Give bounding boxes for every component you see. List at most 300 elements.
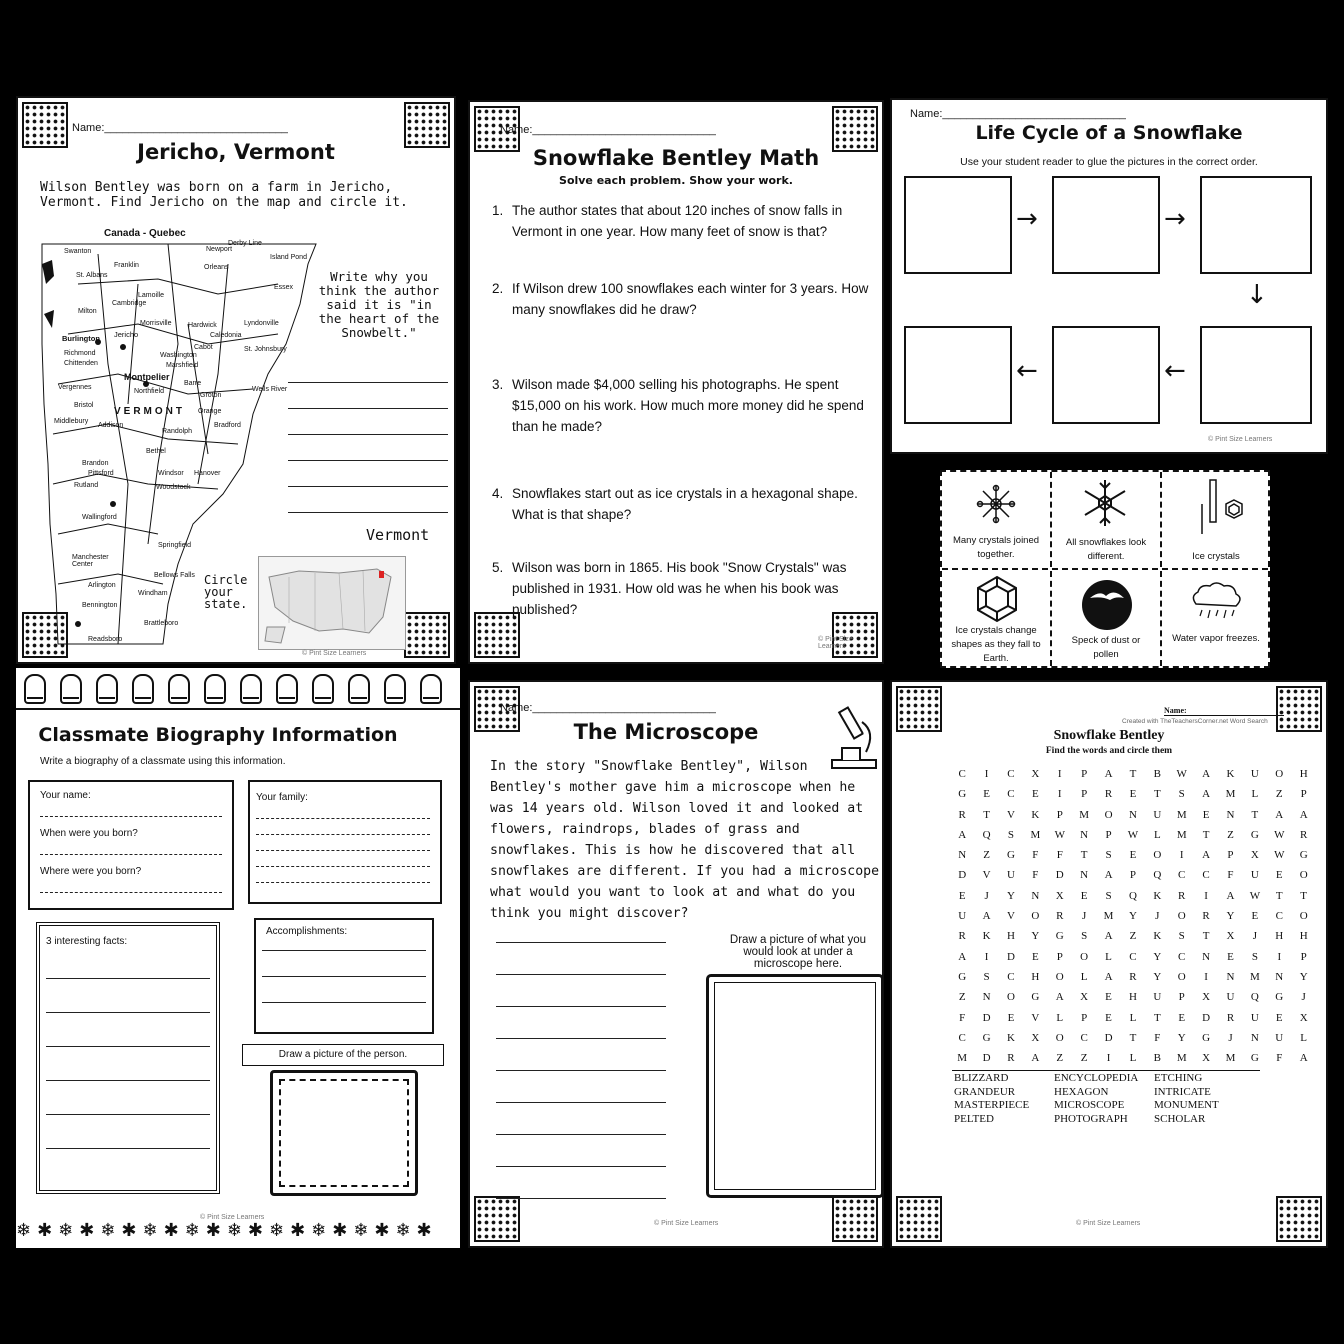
grid-letter[interactable]: P: [1081, 788, 1088, 801]
grid-letter[interactable]: L: [1300, 1031, 1308, 1044]
grid-letter[interactable]: I: [1106, 1052, 1111, 1065]
grid-letter[interactable]: O: [1299, 910, 1308, 923]
grid-letter[interactable]: I: [1179, 849, 1184, 862]
grid-letter[interactable]: G: [1250, 1052, 1259, 1065]
grid-letter[interactable]: L: [1129, 1052, 1137, 1065]
grid-letter[interactable]: S: [1105, 849, 1112, 862]
grid-letter[interactable]: M: [1103, 910, 1114, 923]
grid-letter[interactable]: P: [1056, 808, 1063, 821]
grid-letter[interactable]: E: [1178, 1011, 1186, 1024]
grid-letter[interactable]: A: [1275, 808, 1284, 821]
answer-line[interactable]: [46, 1148, 210, 1149]
grid-letter[interactable]: P: [1178, 991, 1185, 1004]
grid-letter[interactable]: R: [1226, 1011, 1235, 1024]
grid-letter[interactable]: C: [1007, 768, 1015, 780]
cutout-card[interactable]: [1052, 570, 1160, 668]
grid-letter[interactable]: G: [1031, 991, 1040, 1004]
grid-letter[interactable]: L: [1105, 950, 1112, 963]
grid-letter[interactable]: W: [1274, 828, 1285, 841]
facts-box[interactable]: [36, 922, 220, 1194]
grid-letter[interactable]: U: [1275, 1031, 1284, 1044]
question-text: If Wilson drew 100 snowflakes each winter for 3 years. How many snowflakes did he draw?: [512, 281, 869, 317]
name-field[interactable]: Name:______________________________: [72, 122, 288, 134]
grid-letter[interactable]: J: [1228, 1031, 1233, 1044]
cycle-box-3[interactable]: [1200, 176, 1312, 274]
grid-letter[interactable]: W: [1054, 828, 1065, 841]
grid-letter[interactable]: T: [1202, 828, 1210, 841]
grid-letter[interactable]: C: [958, 1031, 966, 1044]
grid-letter[interactable]: U: [1226, 991, 1235, 1004]
answer-line[interactable]: [40, 816, 222, 817]
grid-letter[interactable]: M: [1176, 828, 1187, 841]
grid-letter[interactable]: E: [1129, 849, 1137, 862]
grid-letter[interactable]: I: [984, 950, 989, 963]
grid-letter[interactable]: R: [1178, 889, 1186, 902]
grid-letter[interactable]: Y: [1153, 970, 1162, 983]
grid-letter[interactable]: B: [1153, 768, 1161, 780]
grid-letter[interactable]: H: [1007, 930, 1015, 943]
grid-letter[interactable]: E: [1275, 869, 1283, 882]
grid-letter[interactable]: P: [1081, 768, 1088, 780]
answer-line[interactable]: [262, 950, 426, 951]
grid-letter[interactable]: M: [1249, 970, 1260, 983]
page-subtitle: Solve each problem. Show your work.: [559, 174, 793, 187]
grid-letter[interactable]: A: [1055, 991, 1064, 1004]
grid-letter[interactable]: X: [1055, 889, 1064, 902]
grid-letter[interactable]: D: [982, 1011, 991, 1024]
grid-letter[interactable]: E: [1080, 889, 1088, 902]
answer-line[interactable]: [288, 382, 448, 383]
grid-letter[interactable]: Z: [1080, 1052, 1088, 1065]
grid-letter[interactable]: N: [982, 991, 991, 1004]
grid-letter[interactable]: H: [1299, 930, 1308, 943]
snowflake-icon: [1080, 478, 1130, 528]
grid-letter[interactable]: G: [958, 788, 967, 801]
grid-letter[interactable]: U: [1250, 768, 1259, 780]
grid-letter[interactable]: F: [1154, 1031, 1161, 1044]
grid-letter[interactable]: G: [1275, 991, 1284, 1004]
answer-line[interactable]: [46, 1046, 210, 1047]
grid-letter[interactable]: R: [958, 930, 966, 943]
grid-letter[interactable]: N: [1080, 869, 1089, 882]
answer-line[interactable]: [46, 1114, 210, 1115]
grid-row: [950, 809, 1316, 829]
grid-letter[interactable]: E: [983, 788, 990, 801]
grid-letter[interactable]: L: [1056, 1011, 1064, 1024]
answer-line[interactable]: [496, 1038, 666, 1039]
grid-letter[interactable]: E: [1275, 1011, 1283, 1024]
grid-letter[interactable]: N: [1250, 1031, 1259, 1044]
grid-letter[interactable]: E: [1105, 1011, 1112, 1024]
grid-letter[interactable]: E: [1105, 991, 1112, 1004]
cycle-box-4[interactable]: [1200, 326, 1312, 424]
grid-letter[interactable]: G: [1007, 849, 1015, 862]
grid-letter[interactable]: B: [1153, 1052, 1161, 1065]
grid-letter[interactable]: O: [1177, 910, 1186, 923]
grid-letter[interactable]: A: [1104, 869, 1113, 882]
grid-letter[interactable]: T: [1202, 930, 1210, 943]
grid-letter[interactable]: K: [1226, 768, 1235, 780]
grid-letter[interactable]: Z: [983, 849, 990, 862]
grid-letter[interactable]: M: [1225, 1052, 1236, 1065]
answer-line[interactable]: [496, 974, 666, 975]
grid-letter[interactable]: P: [1300, 950, 1307, 963]
grid-letter[interactable]: L: [1080, 970, 1088, 983]
grid-letter[interactable]: W: [1127, 828, 1139, 841]
grid-letter[interactable]: D: [958, 869, 967, 882]
grid-letter[interactable]: Q: [982, 828, 991, 841]
grid-letter[interactable]: G: [1299, 849, 1308, 862]
answer-line[interactable]: [256, 850, 430, 851]
answer-line[interactable]: [288, 486, 448, 487]
grid-letter[interactable]: F: [1056, 849, 1063, 862]
cutout-card[interactable]: [942, 472, 1050, 568]
grid-letter[interactable]: T: [1251, 808, 1259, 821]
grid-letter[interactable]: X: [1031, 1031, 1040, 1044]
grid-letter[interactable]: J: [1155, 910, 1160, 923]
answer-line[interactable]: [288, 512, 448, 513]
grid-letter[interactable]: I: [1057, 788, 1062, 801]
grid-letter[interactable]: V: [982, 869, 991, 882]
grid-letter[interactable]: O: [1080, 950, 1089, 963]
grid-letter[interactable]: A: [1104, 930, 1113, 943]
cycle-box-6[interactable]: [904, 326, 1012, 424]
grid-letter[interactable]: K: [1153, 889, 1162, 902]
grid-letter[interactable]: E: [1202, 808, 1210, 821]
grid-letter[interactable]: Z: [1227, 828, 1234, 841]
grid-letter[interactable]: J: [1252, 930, 1258, 943]
grid-letter[interactable]: W: [1249, 889, 1261, 902]
grid-letter[interactable]: E: [1032, 788, 1039, 801]
answer-line[interactable]: [496, 1166, 666, 1167]
grid-letter[interactable]: C: [1275, 910, 1283, 923]
grid-letter[interactable]: K: [1031, 808, 1040, 821]
grid-letter[interactable]: S: [1105, 889, 1112, 902]
cutout-card[interactable]: [1052, 472, 1160, 568]
grid-letter[interactable]: J: [1301, 991, 1306, 1004]
grid-letter[interactable]: L: [1153, 828, 1161, 841]
grid-letter[interactable]: X: [1202, 991, 1211, 1004]
grid-letter[interactable]: O: [1007, 991, 1015, 1004]
cutout-card[interactable]: [942, 570, 1050, 668]
grid-letter[interactable]: C: [1007, 788, 1015, 801]
grid-letter[interactable]: H: [1128, 991, 1137, 1004]
grid-letter[interactable]: O: [1299, 869, 1308, 882]
answer-line[interactable]: [288, 460, 448, 461]
grid-letter[interactable]: X: [1031, 768, 1040, 780]
town-jericho[interactable]: Jericho: [114, 330, 139, 339]
grid-letter[interactable]: X: [1226, 930, 1235, 943]
name-info-box[interactable]: [28, 780, 234, 910]
grid-letter[interactable]: S: [1251, 950, 1258, 963]
grid-letter[interactable]: Y: [1226, 910, 1235, 923]
grid-letter[interactable]: N: [1031, 889, 1040, 902]
grid-letter[interactable]: R: [1202, 910, 1210, 923]
grid-letter[interactable]: N: [1226, 808, 1235, 821]
grid-letter[interactable]: M: [1079, 808, 1090, 821]
grid-letter[interactable]: F: [1032, 849, 1039, 862]
grid-letter[interactable]: P: [1105, 828, 1112, 841]
grid-letter[interactable]: O: [1055, 1031, 1064, 1044]
grid-letter[interactable]: L: [1251, 788, 1259, 801]
answer-line[interactable]: [496, 1198, 666, 1199]
town-bristol: Bristol: [74, 402, 94, 409]
grid-letter[interactable]: N: [1202, 950, 1211, 963]
grid-letter[interactable]: M: [1176, 1052, 1187, 1065]
answer-line[interactable]: [46, 1012, 210, 1013]
grid-letter[interactable]: P: [1300, 788, 1307, 801]
grid-letter[interactable]: Y: [1299, 970, 1308, 983]
grid-letter[interactable]: G: [982, 1031, 991, 1044]
grid-letter[interactable]: V: [1007, 910, 1015, 923]
dust-speck-icon: [1080, 578, 1134, 632]
grid-letter[interactable]: F: [1227, 869, 1234, 882]
grid-letter[interactable]: O: [1177, 970, 1186, 983]
town-st-johnsbury: St. Johnsbury: [244, 346, 287, 353]
answer-line[interactable]: [288, 434, 448, 435]
grid-letter[interactable]: R: [1007, 1052, 1015, 1065]
cutout-card[interactable]: [1162, 472, 1270, 568]
grid-letter[interactable]: A: [1031, 1052, 1040, 1065]
grid-letter[interactable]: Z: [1129, 930, 1137, 943]
grid-letter[interactable]: R: [1104, 788, 1113, 801]
answer-line[interactable]: [288, 408, 448, 409]
microscope-drawing-box[interactable]: [706, 974, 884, 1198]
grid-letter[interactable]: P: [1081, 1011, 1088, 1024]
grid-letter[interactable]: A: [1104, 970, 1113, 983]
mitten-icon: [60, 674, 82, 704]
grid-letter[interactable]: Y: [1007, 889, 1015, 902]
grid-letter[interactable]: E: [1251, 910, 1259, 923]
grid-letter[interactable]: D: [1007, 950, 1015, 963]
grid-letter[interactable]: D: [1202, 1011, 1211, 1024]
grid-letter[interactable]: N: [1128, 808, 1137, 821]
grid-letter[interactable]: U: [1007, 869, 1015, 882]
answer-line[interactable]: [496, 1102, 666, 1103]
grid-letter[interactable]: G: [958, 970, 967, 983]
answer-line[interactable]: [496, 1070, 666, 1071]
grid-letter[interactable]: Y: [1177, 1031, 1186, 1044]
name-field[interactable]: Name:______________________________: [910, 108, 1126, 120]
answer-line[interactable]: [496, 1006, 666, 1007]
grid-letter[interactable]: U: [1153, 808, 1162, 821]
grid-letter[interactable]: H: [1299, 768, 1308, 780]
corner-dots-bottom-right: [1276, 1196, 1322, 1242]
grid-letter[interactable]: O: [1104, 808, 1113, 821]
answer-line[interactable]: [256, 834, 430, 835]
grid-letter[interactable]: C: [1178, 950, 1186, 963]
grid-letter[interactable]: X: [1299, 1011, 1308, 1024]
grid-letter[interactable]: U: [958, 910, 967, 923]
grid-letter[interactable]: E: [1227, 950, 1234, 963]
family-box[interactable]: [248, 780, 442, 904]
grid-letter[interactable]: I: [1057, 768, 1062, 780]
grid-letter[interactable]: T: [1129, 1031, 1137, 1044]
answer-line[interactable]: [496, 1134, 666, 1135]
grid-letter[interactable]: T: [1080, 849, 1088, 862]
answer-line[interactable]: [256, 882, 430, 883]
grid-letter[interactable]: M: [1030, 828, 1041, 841]
grid-letter[interactable]: K: [1007, 1031, 1015, 1044]
grid-letter[interactable]: N: [1275, 970, 1284, 983]
grid-letter[interactable]: F: [1276, 1052, 1283, 1065]
answer-line[interactable]: [262, 976, 426, 977]
name-field[interactable]: Name:______________________________: [500, 124, 716, 136]
grid-letter[interactable]: G: [1202, 1031, 1211, 1044]
answer-line[interactable]: [256, 818, 430, 819]
grid-letter[interactable]: K: [1153, 930, 1162, 943]
grid-letter[interactable]: W: [1274, 849, 1285, 862]
grid-letter[interactable]: S: [1178, 930, 1185, 943]
accomplishments-box[interactable]: [254, 918, 434, 1034]
grid-letter[interactable]: D: [1104, 1031, 1113, 1044]
word-search-grid[interactable]: [950, 768, 1316, 1072]
grid-letter[interactable]: F: [959, 1011, 966, 1024]
grid-letter[interactable]: P: [1227, 849, 1234, 862]
rain-cloud-icon: [1186, 580, 1246, 624]
grid-letter[interactable]: Q: [1153, 869, 1162, 882]
grid-letter[interactable]: A: [1299, 808, 1308, 821]
grid-letter[interactable]: M: [1176, 808, 1187, 821]
grid-letter[interactable]: U: [1153, 991, 1162, 1004]
page-title: Life Cycle of a Snowflake: [975, 122, 1243, 144]
intro-text: Wilson Bentley was born on a farm in Jericho, Vermont. Find Jericho on the map and circle it.: [40, 180, 408, 210]
grid-letter[interactable]: R: [958, 808, 966, 821]
answer-line[interactable]: [40, 854, 222, 855]
word-search-worksheet: [890, 680, 1328, 1248]
grid-letter[interactable]: Z: [958, 991, 966, 1004]
grid-letter[interactable]: Q: [1128, 889, 1137, 902]
grid-letter[interactable]: S: [1007, 828, 1015, 841]
grid-letter[interactable]: E: [1129, 788, 1137, 801]
grid-letter[interactable]: G: [1250, 828, 1259, 841]
grid-letter[interactable]: O: [1055, 970, 1064, 983]
grid-letter[interactable]: V: [1031, 1011, 1040, 1024]
grid-letter[interactable]: Q: [1250, 991, 1259, 1004]
grid-letter[interactable]: Y: [1128, 910, 1137, 923]
answer-line[interactable]: [40, 892, 222, 893]
grid-letter[interactable]: T: [1153, 1011, 1161, 1024]
grid-letter[interactable]: T: [1129, 768, 1137, 780]
grid-letter[interactable]: A: [1299, 1052, 1308, 1065]
cutout-card[interactable]: [1162, 570, 1270, 668]
grid-letter[interactable]: T: [1275, 889, 1283, 902]
grid-letter[interactable]: T: [1300, 889, 1308, 902]
grid-letter[interactable]: C: [1202, 869, 1210, 882]
grid-letter[interactable]: W: [1176, 768, 1187, 780]
grid-letter[interactable]: A: [982, 910, 991, 923]
grid-letter[interactable]: R: [1056, 910, 1064, 923]
grid-letter[interactable]: O: [1031, 910, 1040, 923]
grid-letter[interactable]: S: [1081, 930, 1088, 943]
grid-letter[interactable]: Y: [1153, 950, 1162, 963]
grid-letter[interactable]: F: [1032, 869, 1039, 882]
grid-letter[interactable]: T: [1153, 788, 1161, 801]
cycle-box-2[interactable]: [1052, 176, 1160, 274]
answer-line[interactable]: [496, 942, 666, 943]
grid-letter[interactable]: O: [1153, 849, 1162, 862]
grid-letter[interactable]: M: [957, 1052, 968, 1065]
grid-letter[interactable]: G: [1055, 930, 1064, 943]
grid-letter[interactable]: I: [1277, 950, 1282, 963]
grid-letter[interactable]: N: [1226, 970, 1235, 983]
grid-letter[interactable]: H: [1031, 970, 1040, 983]
grid-letter[interactable]: J: [1082, 910, 1087, 923]
grid-letter[interactable]: A: [1104, 768, 1113, 780]
answer-line[interactable]: [46, 1080, 210, 1081]
grid-letter[interactable]: S: [983, 970, 990, 983]
grid-letter[interactable]: I: [1204, 889, 1208, 902]
grid-letter[interactable]: C: [1080, 1031, 1088, 1044]
town-lyndonville: Lyndonville: [244, 320, 279, 327]
grid-letter[interactable]: P: [1129, 869, 1136, 882]
grid-letter[interactable]: Y: [1031, 930, 1040, 943]
grid-letter[interactable]: D: [982, 1052, 991, 1065]
word-item: BLIZZARD: [954, 1072, 1009, 1084]
grid-letter[interactable]: A: [958, 828, 967, 841]
grid-letter[interactable]: A: [958, 950, 967, 963]
cycle-box-5[interactable]: [1052, 326, 1160, 424]
grid-letter[interactable]: D: [1055, 869, 1064, 882]
name-field[interactable]: Name:______________________________: [500, 702, 716, 714]
grid-letter[interactable]: A: [1202, 768, 1211, 780]
grid-letter[interactable]: X: [1080, 991, 1089, 1004]
grid-letter[interactable]: U: [1250, 1011, 1259, 1024]
grid-letter[interactable]: E: [958, 889, 966, 902]
grid-letter[interactable]: A: [1226, 889, 1235, 902]
grid-letter[interactable]: C: [1178, 869, 1186, 882]
grid-letter[interactable]: R: [1129, 970, 1137, 983]
grid-letter[interactable]: H: [1275, 930, 1284, 943]
grid-letter[interactable]: I: [1204, 970, 1208, 983]
grid-letter[interactable]: X: [1202, 1052, 1211, 1065]
us-map[interactable]: [258, 556, 406, 650]
grid-letter[interactable]: X: [1250, 849, 1259, 862]
town-bennington: Bennington: [82, 602, 118, 609]
grid-letter[interactable]: N: [1080, 828, 1089, 841]
grid-letter[interactable]: C: [1129, 950, 1137, 963]
grid-letter[interactable]: N: [958, 849, 967, 862]
name-field[interactable]: Name:: [1164, 706, 1284, 716]
grid-letter[interactable]: P: [1056, 950, 1063, 963]
grid-letter[interactable]: J: [984, 889, 989, 902]
cycle-box-1[interactable]: [904, 176, 1012, 274]
grid-letter[interactable]: U: [1250, 869, 1259, 882]
answer-line[interactable]: [262, 1002, 426, 1003]
grid-letter[interactable]: M: [1225, 788, 1236, 801]
grid-letter[interactable]: A: [1202, 849, 1211, 862]
grid-letter[interactable]: T: [983, 808, 990, 821]
draw-person-box[interactable]: [270, 1070, 418, 1196]
answer-line[interactable]: [46, 978, 210, 979]
grid-letter[interactable]: E: [1032, 950, 1039, 963]
grid-letter[interactable]: C: [958, 768, 966, 780]
grid-letter[interactable]: Z: [1056, 1052, 1064, 1065]
answer-line[interactable]: [256, 866, 430, 867]
grid-letter[interactable]: A: [1202, 788, 1211, 801]
grid-letter[interactable]: S: [1178, 788, 1185, 801]
grid-letter[interactable]: Z: [1275, 788, 1283, 801]
grid-letter[interactable]: K: [982, 930, 991, 943]
grid-letter[interactable]: L: [1129, 1011, 1137, 1024]
grid-letter[interactable]: R: [1299, 828, 1308, 841]
grid-letter[interactable]: I: [984, 768, 989, 780]
grid-letter[interactable]: O: [1275, 768, 1284, 780]
word-item: HEXAGON: [1054, 1085, 1109, 1098]
grid-letter[interactable]: V: [1007, 808, 1015, 821]
grid-letter[interactable]: E: [1007, 1011, 1015, 1024]
grid-letter[interactable]: C: [1007, 970, 1015, 983]
